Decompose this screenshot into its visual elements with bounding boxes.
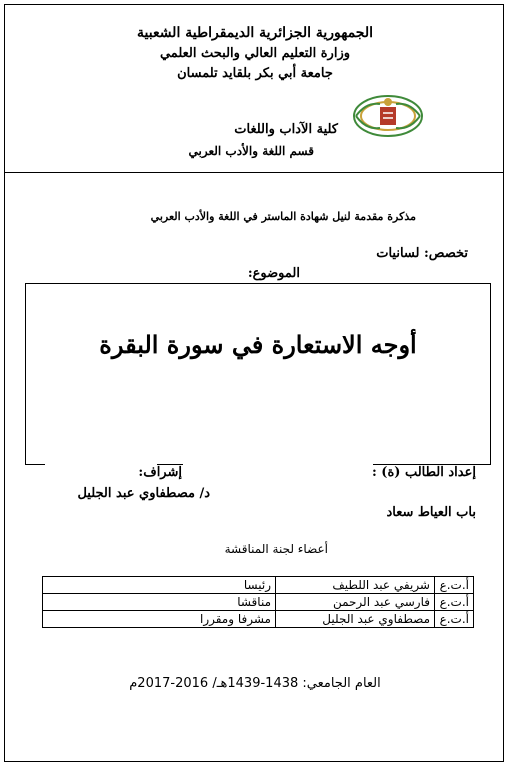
jury-heading: أعضاء لجنة المناقشة xyxy=(224,542,328,556)
jury-rank: أ.ت.ع xyxy=(435,577,474,594)
specialty: تخصص: لسانيات xyxy=(376,246,468,261)
jury-name: مصطفاوي عبد الجليل xyxy=(276,611,435,628)
university-heading: جامعة أبي بكر بلقايد تلمسان xyxy=(177,66,333,81)
jury-role: مناقشا xyxy=(43,594,276,611)
jury-role: مشرفا ومقررا xyxy=(43,611,276,628)
thesis-title: أوجه الاستعارة في سورة البقرة xyxy=(99,330,417,359)
faculty-name: كلية الآداب واللغات xyxy=(234,122,338,137)
table-row xyxy=(43,611,474,628)
student-name: باب العياط سعاد xyxy=(386,505,476,520)
academic-year: العام الجامعي: 1438-1439هـ/ 2016-2017م xyxy=(129,676,381,691)
department-name: قسم اللغة والأدب العربي xyxy=(188,144,314,158)
jury-rank: أ.ت.ع xyxy=(435,594,474,611)
jury-name: فارسي عبد الرحمن xyxy=(276,594,435,611)
republic-heading: الجمهورية الجزائرية الديمقراطية الشعبية xyxy=(136,25,373,41)
university-logo xyxy=(352,94,424,138)
jury-role: رئيسا xyxy=(43,577,276,594)
supervisor-label: إشراف: xyxy=(138,465,182,480)
student-label: إعداد الطالب (ة) : xyxy=(371,465,476,480)
table-row xyxy=(43,594,474,611)
ministry-heading: وزارة التعليم العالي والبحث العلمي xyxy=(159,46,351,61)
header-divider xyxy=(4,172,504,173)
jury-rank: أ.ت.ع xyxy=(435,611,474,628)
title-box xyxy=(25,283,491,465)
jury-name: شريفي عبد اللطيف xyxy=(276,577,435,594)
thesis-statement: مذكرة مقدمة لنيل شهادة الماستر في اللغة والأدب العربي xyxy=(150,210,416,223)
table-row xyxy=(43,577,474,594)
subject-label: الموضوع: xyxy=(247,266,300,281)
jury-table xyxy=(42,576,474,628)
supervisor-name: د/ مصطفاوي عبد الجليل xyxy=(77,486,210,501)
